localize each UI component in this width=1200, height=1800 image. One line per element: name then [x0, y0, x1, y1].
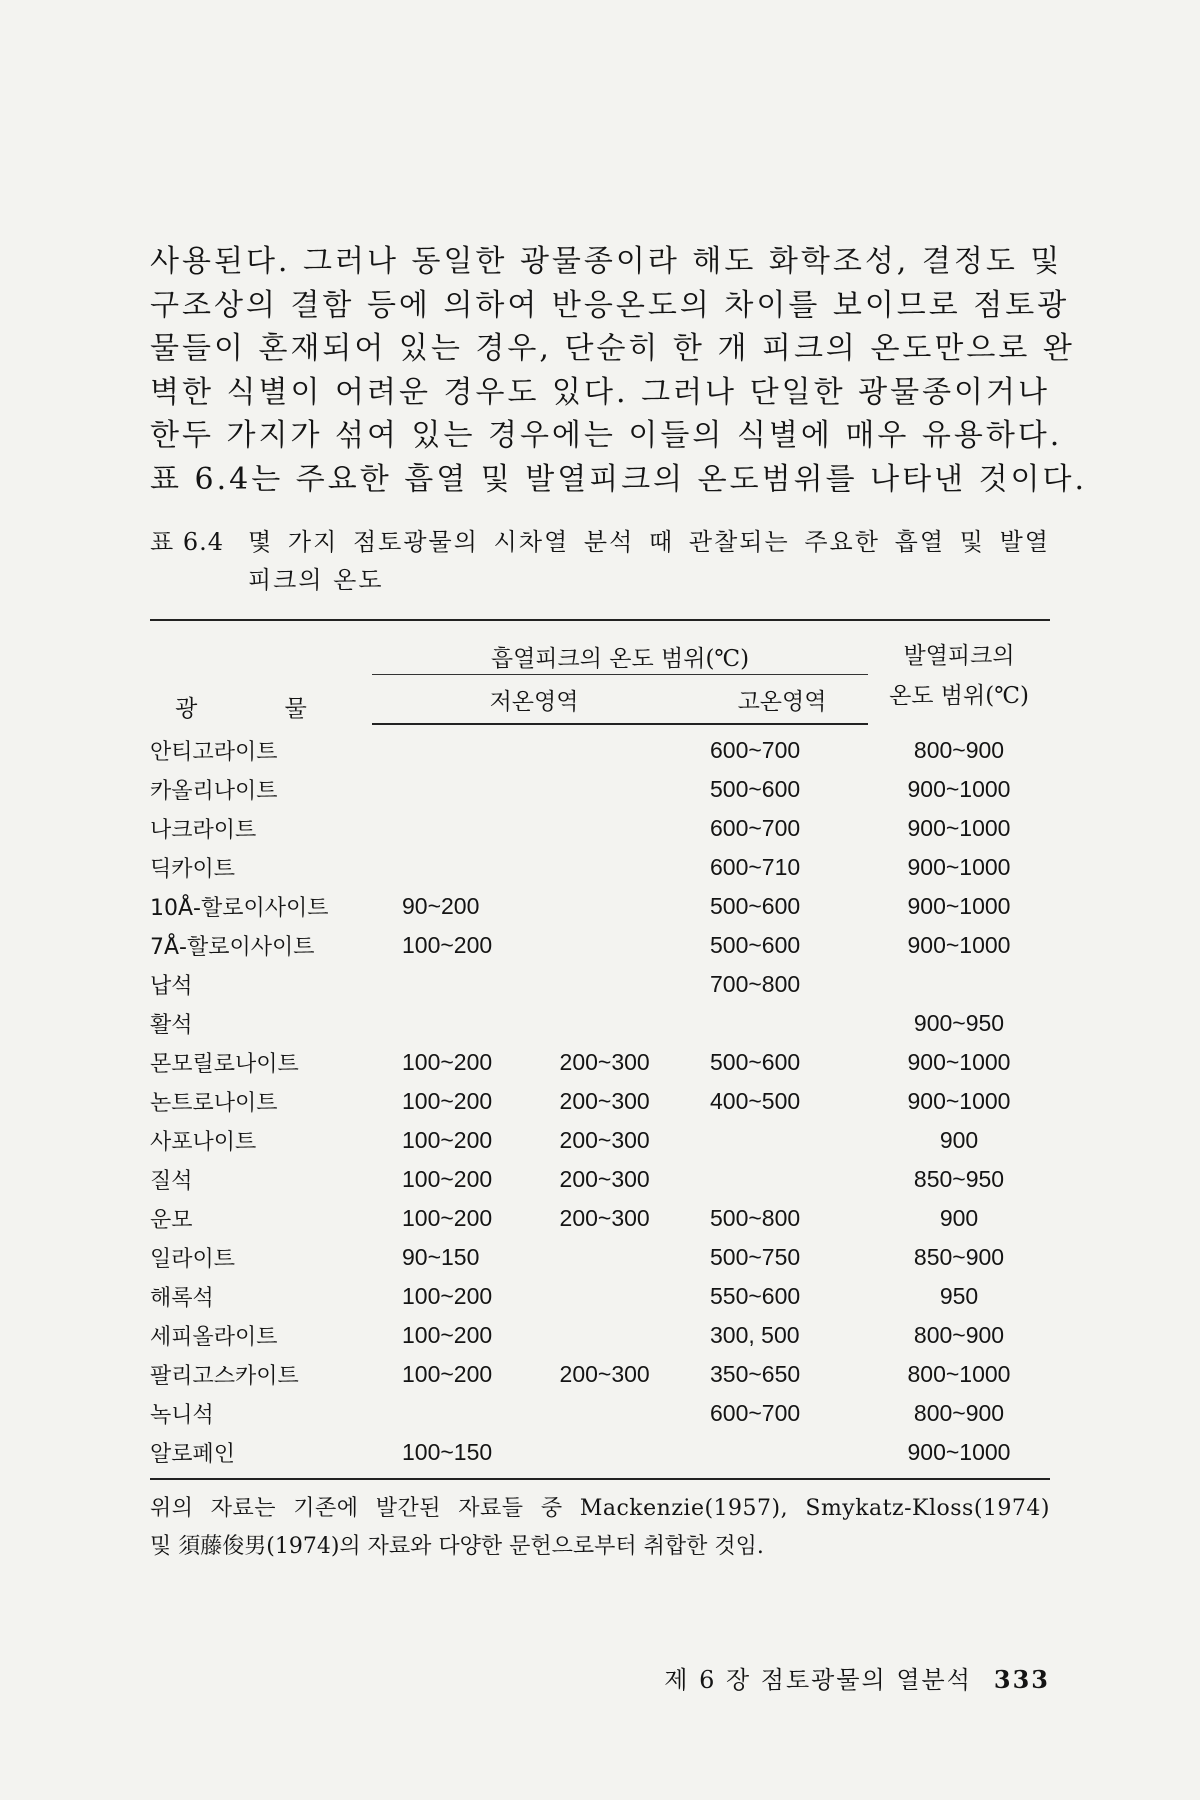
- high-range-cell: 600~700: [710, 737, 801, 763]
- low-range-cell-1: [372, 770, 546, 809]
- mineral-name-cell: 논트로나이트: [150, 1091, 278, 1116]
- paragraph-line: 물들이 혼재되어 있는 경우, 단순히 한 개 피크의 온도만으로 완: [150, 331, 1075, 366]
- low-range-cell-1: 100~200: [402, 1049, 493, 1075]
- high-range-cell: 500~600: [710, 776, 801, 802]
- mineral-name-cell: 나크라이트: [150, 818, 257, 843]
- body-paragraph: [150, 240, 1088, 501]
- mineral-name-cell: 사포나이트: [150, 1130, 257, 1155]
- high-range-cell: 600~700: [710, 815, 801, 841]
- low-range-cell-2: 200~300: [559, 1127, 650, 1153]
- footnote-line: 및 須藤俊男(1974)의 자료와 다양한 문헌으로부터 취합한 것임.: [150, 1534, 764, 1559]
- low-range-cell-2: [546, 1004, 696, 1043]
- high-range-cell: 500~600: [710, 893, 801, 919]
- high-range-cell: 600~710: [710, 854, 801, 880]
- mineral-name-cell: 납석: [150, 974, 193, 999]
- low-range-cell-1: [372, 965, 546, 1004]
- mineral-name-cell: 7Å-할로이사이트: [150, 935, 315, 960]
- exothermic-cell: 900~1000: [907, 854, 1011, 880]
- table-title-line: 피크의 온도: [248, 566, 384, 594]
- exothermic-cell: 900~1000: [907, 1049, 1011, 1075]
- exothermic-cell: 850~900: [913, 1244, 1005, 1270]
- table-row: [150, 1316, 1050, 1355]
- high-range-cell: 500~750: [710, 1244, 801, 1270]
- paragraph-line: 사용된다. 그러나 동일한 광물종이라 해도 화학조성, 결정도 및: [150, 244, 1063, 279]
- low-range-cell-1: 100~200: [402, 1283, 493, 1309]
- header-endothermic: 흡열피크의 온도 범위(℃): [372, 620, 868, 675]
- high-range-cell: 500~600: [710, 932, 801, 958]
- chapter-title: 제 6 장 점토광물의 열분석: [664, 1666, 972, 1694]
- low-range-cell-2: 200~300: [559, 1049, 650, 1075]
- exothermic-cell: 900~1000: [907, 776, 1011, 802]
- high-range-cell: 600~700: [710, 1400, 801, 1426]
- low-range-cell-2: [546, 770, 696, 809]
- page-number: 333: [993, 1665, 1050, 1694]
- low-range-cell-1: [372, 724, 546, 770]
- high-range-cell: 500~600: [710, 1049, 801, 1075]
- mineral-name-cell: 알로페인: [150, 1433, 372, 1479]
- table-row: [150, 1160, 1050, 1199]
- header-mineral: 광 물: [150, 620, 372, 724]
- table-row: [150, 809, 1050, 848]
- low-range-cell-2: 200~300: [559, 1205, 650, 1231]
- low-range-cell-2: 200~300: [559, 1166, 650, 1192]
- low-range-cell-2: [546, 848, 696, 887]
- paragraph-line: 구조상의 결함 등에 의하여 반응온도의 차이를 보이므로 점토광: [150, 287, 1070, 323]
- table-row: [150, 887, 1050, 926]
- mineral-name-cell: 운모: [150, 1208, 193, 1233]
- table-row: [150, 1004, 1050, 1043]
- header-exothermic: 발열피크의 온도 범위(℃): [868, 620, 1050, 724]
- high-range-cell: [696, 1160, 868, 1199]
- header-low-range: 저온영역: [372, 675, 696, 725]
- exothermic-cell: 800~900: [913, 1322, 1005, 1348]
- high-range-cell: 500~800: [710, 1205, 801, 1231]
- mineral-name-cell: 10Å-할로이사이트: [150, 896, 329, 921]
- table-row: [150, 1043, 1050, 1082]
- mineral-name-cell: 활석: [150, 1013, 193, 1038]
- table-title: [248, 523, 1050, 599]
- document-body: [150, 240, 1088, 1566]
- table-number: 표 6.4: [150, 528, 224, 556]
- low-range-cell-1: 100~200: [402, 932, 493, 958]
- high-range-cell: [696, 1433, 868, 1479]
- footnote-line: 위의 자료는 기존에 발간된 자료들 중 Mackenzie(1957), Smykatz-Kloss(1974): [150, 1496, 1050, 1521]
- exothermic-cell: 900: [939, 1127, 979, 1153]
- low-range-cell-1: 100~200: [402, 1166, 493, 1192]
- mineral-name-cell: 딕카이트: [150, 857, 236, 882]
- exothermic-cell: 950: [939, 1283, 979, 1309]
- low-range-cell-2: 200~300: [559, 1088, 650, 1114]
- high-range-cell: 300, 500: [710, 1322, 800, 1348]
- mineral-name-cell: 카올리나이트: [150, 779, 278, 804]
- table-row: [150, 1199, 1050, 1238]
- exothermic-cell: 800~900: [913, 736, 1005, 763]
- exothermic-cell: 900~1000: [868, 1433, 1050, 1479]
- mineral-temperature-table: [150, 619, 1050, 1480]
- table-row: [150, 848, 1050, 887]
- exothermic-cell: 800~1000: [907, 1361, 1011, 1387]
- low-range-cell-1: 100~200: [402, 1361, 493, 1387]
- table-row: [150, 1238, 1050, 1277]
- exothermic-cell: 900: [939, 1205, 979, 1231]
- table-row: [150, 724, 1050, 770]
- table-row: [150, 1394, 1050, 1433]
- low-range-cell-1: 100~200: [402, 1127, 493, 1153]
- low-range-cell-1: [372, 848, 546, 887]
- low-range-cell-1: [372, 1394, 546, 1433]
- mineral-name-cell: 일라이트: [150, 1247, 236, 1272]
- low-range-cell-2: [546, 1316, 696, 1355]
- table-row: [150, 770, 1050, 809]
- table-row: [150, 1121, 1050, 1160]
- table-title-line: 몇 가지 점토광물의 시차열 분석 때 관찰되는 주요한 흡열 및 발열: [248, 528, 1050, 556]
- table-row: [150, 965, 1050, 1004]
- mineral-name-cell: 팔리고스카이트: [150, 1364, 299, 1389]
- mineral-name-cell: 세피올라이트: [150, 1325, 278, 1350]
- exothermic-cell: 900~1000: [907, 893, 1011, 919]
- table-row: [150, 1277, 1050, 1316]
- page-footer: [664, 1660, 1050, 1695]
- table-row: [150, 1082, 1050, 1121]
- high-range-cell: 550~600: [710, 1283, 801, 1309]
- mineral-name-cell: 녹니석: [150, 1403, 214, 1428]
- mineral-name-cell: 해록석: [150, 1286, 214, 1311]
- paragraph-line: 표 6.4는 주요한 흡열 및 발열피크의 온도범위를 나타낸 것이다.: [150, 461, 1088, 497]
- header-high-range: 고온영역: [696, 675, 868, 725]
- low-range-cell-1: 100~150: [372, 1433, 546, 1479]
- high-range-cell: 400~500: [710, 1088, 801, 1114]
- low-range-cell-1: [372, 1004, 546, 1043]
- low-range-cell-1: 100~200: [402, 1322, 493, 1348]
- exothermic-cell: [868, 965, 1050, 1004]
- low-range-cell-2: [546, 1394, 696, 1433]
- high-range-cell: 700~800: [710, 971, 801, 997]
- table-row: [150, 1433, 1050, 1479]
- table-caption: [150, 523, 1050, 599]
- low-range-cell-1: [372, 809, 546, 848]
- low-range-cell-2: [546, 887, 696, 926]
- low-range-cell-1: 90~200: [402, 893, 480, 919]
- low-range-cell-2: [546, 1238, 696, 1277]
- low-range-cell-2: [546, 724, 696, 770]
- low-range-cell-2: 200~300: [559, 1361, 650, 1387]
- low-range-cell-1: 90~150: [402, 1244, 480, 1270]
- exothermic-cell: 900~1000: [907, 1088, 1011, 1114]
- low-range-cell-1: 100~200: [402, 1088, 493, 1114]
- mineral-name-cell: 몬모릴로나이트: [150, 1052, 299, 1077]
- table-row: [150, 1355, 1050, 1394]
- paragraph-line: 벽한 식별이 어려운 경우도 있다. 그러나 단일한 광물종이거나: [150, 374, 1050, 410]
- low-range-cell-2: [546, 965, 696, 1004]
- exothermic-cell: 900~1000: [907, 815, 1011, 841]
- exothermic-cell: 850~950: [913, 1166, 1005, 1192]
- mineral-name-cell: 질석: [150, 1169, 193, 1194]
- high-range-cell: [696, 1004, 868, 1043]
- high-range-cell: 350~650: [710, 1361, 801, 1387]
- exothermic-cell: 900~1000: [907, 932, 1011, 958]
- low-range-cell-1: 100~200: [402, 1205, 493, 1231]
- mineral-name-cell: 안티고라이트: [150, 739, 278, 765]
- paragraph-line: 한두 가지가 섞여 있는 경우에는 이들의 식별에 매우 유용하다.: [150, 418, 1063, 453]
- high-range-cell: [696, 1121, 868, 1160]
- low-range-cell-2: [546, 1277, 696, 1316]
- exothermic-cell: 900~950: [913, 1010, 1005, 1036]
- table-footnote: [150, 1490, 1050, 1566]
- table-row: [150, 926, 1050, 965]
- low-range-cell-2: [546, 926, 696, 965]
- low-range-cell-2: [546, 1433, 696, 1479]
- low-range-cell-2: [546, 809, 696, 848]
- exothermic-cell: 800~900: [913, 1400, 1005, 1426]
